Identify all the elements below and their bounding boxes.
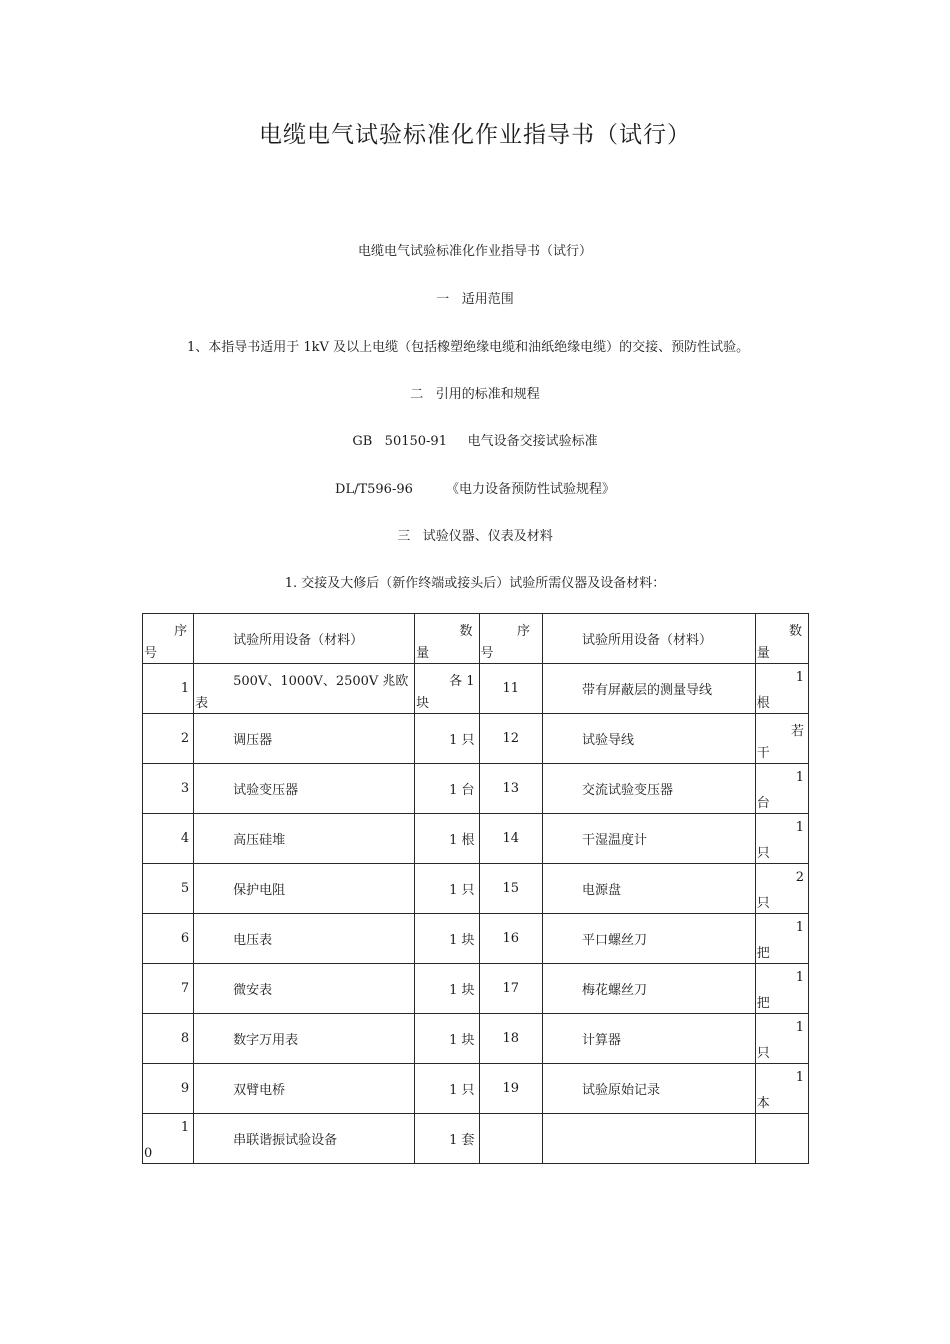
row-equipment-2: 平口螺丝刀 — [542, 914, 755, 964]
row-seq: 5 — [143, 864, 194, 914]
table-row — [143, 914, 809, 964]
row-equipment-2: 梅花螺丝刀 — [542, 964, 755, 1014]
row-seq: 7 — [143, 964, 194, 1014]
header-seq: 序 号 — [143, 614, 194, 664]
row-seq: 8 — [143, 1014, 194, 1064]
header-equipment-2: 试验所用设备（材料） — [542, 614, 755, 664]
row-equipment: 500V、1000V、2500V 兆欧 表 — [194, 664, 415, 714]
row-qty: 1 只 — [415, 714, 479, 764]
row-qty-2: 1 只 — [755, 814, 808, 864]
header-seq-2: 序 号 — [479, 614, 542, 664]
row-seq-2: 14 — [479, 814, 542, 864]
table-row — [143, 1064, 809, 1114]
row-qty: 1 只 — [415, 864, 479, 914]
table-row — [143, 964, 809, 1014]
row-qty: 1 块 — [415, 964, 479, 1014]
row-equipment: 电压表 — [194, 914, 415, 964]
row-equipment: 试验变压器 — [194, 764, 415, 814]
row-qty-2: 2 只 — [755, 864, 808, 914]
row-qty: 1 套 — [415, 1114, 479, 1164]
table-row — [143, 664, 809, 714]
row-seq-2: 15 — [479, 864, 542, 914]
table-row — [143, 714, 809, 764]
header-equipment: 试验所用设备（材料） — [194, 614, 415, 664]
row-qty: 1 块 — [415, 1014, 479, 1064]
equipment-table — [142, 613, 809, 1164]
section-heading-standards: 二 引用的标准和规程 — [410, 387, 540, 402]
row-qty: 1 台 — [415, 764, 479, 814]
row-qty-2: 1 把 — [755, 914, 808, 964]
row-qty-2: 1 台 — [755, 764, 808, 814]
standard-dl: DL/T596-96 《电力设备预防性试验规程》 — [335, 482, 615, 497]
row-seq: 1 — [143, 664, 194, 714]
row-equipment-2: 试验导线 — [542, 714, 755, 764]
row-equipment: 双臂电桥 — [194, 1064, 415, 1114]
section-heading-instruments: 三 试验仪器、仪表及材料 — [397, 529, 553, 544]
row-equipment-2: 带有屏蔽层的测量导线 — [542, 664, 755, 714]
row-equipment-2: 交流试验变压器 — [542, 764, 755, 814]
header-qty: 数 量 — [415, 614, 479, 664]
row-qty: 各 1 块 — [415, 664, 479, 714]
table-row — [143, 814, 809, 864]
table-row — [143, 864, 809, 914]
row-equipment: 微安表 — [194, 964, 415, 1014]
row-qty: 1 块 — [415, 914, 479, 964]
row-seq-2: 18 — [479, 1014, 542, 1064]
row-qty: 1 只 — [415, 1064, 479, 1114]
row-seq: 2 — [143, 714, 194, 764]
table-row — [143, 764, 809, 814]
standard-gb: GB 50150-91 电气设备交接试验标准 — [352, 434, 598, 449]
row-seq-2: 17 — [479, 964, 542, 1014]
document-title: 电缆电气试验标准化作业指导书（试行） — [259, 122, 691, 148]
instruments-intro: 1. 交接及大修后（新作终端或接头后）试验所需仪器及设备材料： — [284, 576, 666, 591]
row-seq: 6 — [143, 914, 194, 964]
row-equipment: 调压器 — [194, 714, 415, 764]
table-row — [143, 1014, 809, 1064]
row-qty: 1 根 — [415, 814, 479, 864]
row-seq-2: 16 — [479, 914, 542, 964]
row-seq-2: 11 — [479, 664, 542, 714]
row-seq: 3 — [143, 764, 194, 814]
row-equipment-2: 电源盘 — [542, 864, 755, 914]
table-row — [143, 1114, 809, 1164]
row-equipment-2 — [542, 1114, 755, 1164]
row-equipment-2: 试验原始记录 — [542, 1064, 755, 1114]
scope-paragraph: 1、本指导书适用于 1kV 及以上电缆（包括橡塑绝缘电缆和油纸绝缘电缆）的交接、预防性试验。 — [187, 340, 750, 355]
row-qty-2: 1 根 — [755, 664, 808, 714]
document-subtitle: 电缆电气试验标准化作业指导书（试行） — [357, 244, 592, 259]
section-heading-scope: 一 适用范围 — [436, 292, 514, 307]
row-equipment-2: 干湿温度计 — [542, 814, 755, 864]
row-qty-2 — [755, 1114, 808, 1164]
row-equipment: 串联谐振试验设备 — [194, 1114, 415, 1164]
row-seq-2 — [479, 1114, 542, 1164]
row-qty-2: 1 只 — [755, 1014, 808, 1064]
row-equipment: 保护电阻 — [194, 864, 415, 914]
table-header-row — [143, 614, 809, 664]
header-qty-2: 数 量 — [755, 614, 808, 664]
row-seq-2: 13 — [479, 764, 542, 814]
row-qty-2: 1 本 — [755, 1064, 808, 1114]
row-qty-2: 1 把 — [755, 964, 808, 1014]
row-equipment: 数字万用表 — [194, 1014, 415, 1064]
row-seq: 9 — [143, 1064, 194, 1114]
row-qty-2: 若 干 — [755, 714, 808, 764]
row-equipment-2: 计算器 — [542, 1014, 755, 1064]
row-seq-2: 12 — [479, 714, 542, 764]
row-seq: 1 0 — [143, 1114, 194, 1164]
row-seq-2: 19 — [479, 1064, 542, 1114]
row-seq: 4 — [143, 814, 194, 864]
row-equipment: 高压硅堆 — [194, 814, 415, 864]
